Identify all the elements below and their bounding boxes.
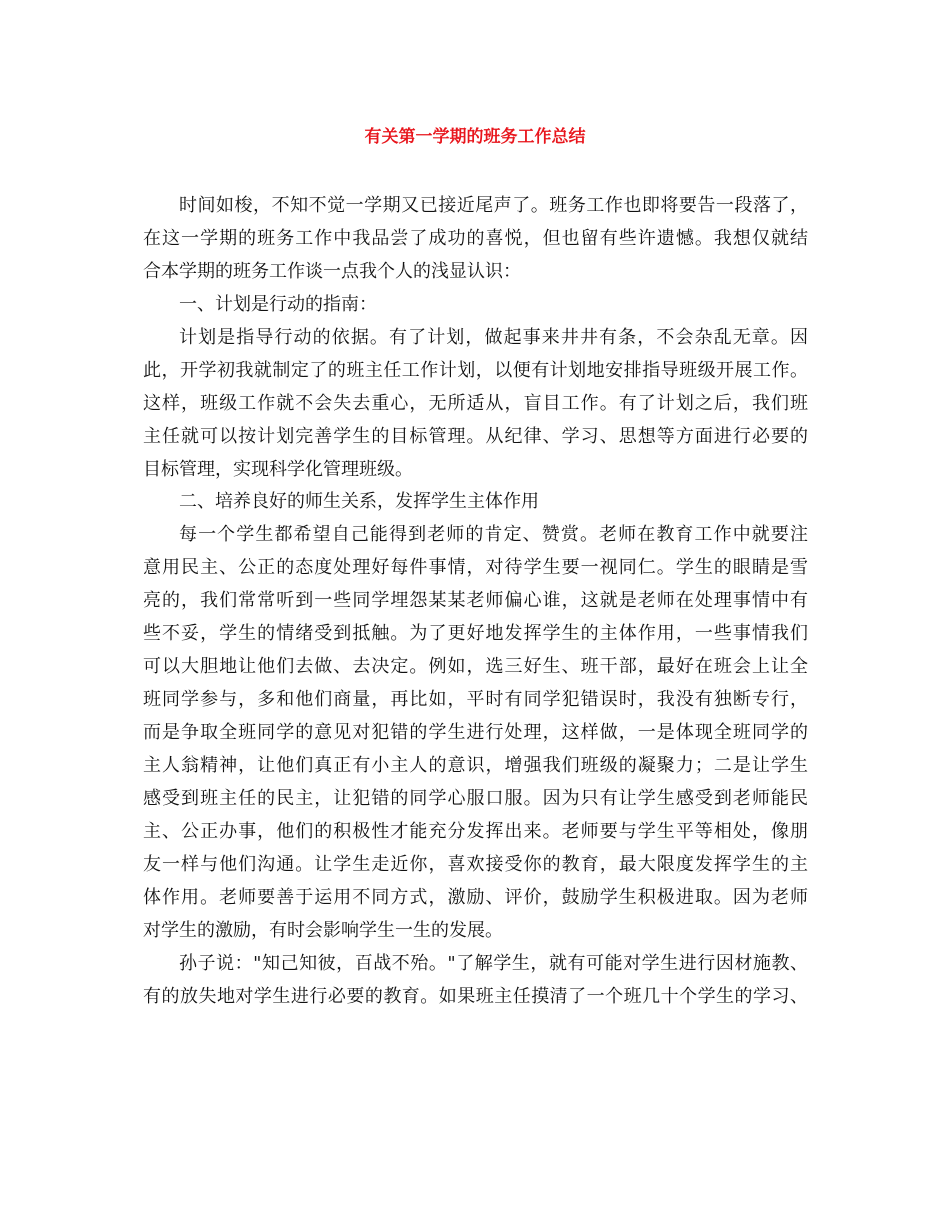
body-line: 体作用。老师要善于运用不同方式，激励、评价，鼓励学生积极进取。因为老师	[143, 886, 808, 908]
body-line: 一、计划是行动的指南：	[179, 293, 377, 315]
document-body	[143, 190, 808, 1013]
body-line: 意用民主、公正的态度处理好每件事情，对待学生要一视同仁。学生的眼睛是雪	[143, 557, 808, 579]
body-line: 而是争取全班同学的意见对犯错的学生进行处理，这样做，一是体现全班同学的	[143, 722, 808, 743]
body-line: 二、培养良好的师生关系，发挥学生主体作用	[179, 491, 539, 513]
body-line: 感受到班主任的民主，让犯错的同学心服口服。因为只有让学生感受到老师能民	[143, 787, 808, 809]
body-line: 主、公正办事，他们的积极性才能充分发挥出来。老师要与学生平等相处，像朋	[143, 820, 808, 842]
body-line: 在这一学期的班务工作中我品尝了成功的喜悦，但也留有些许遗憾。我想仅就结	[143, 227, 808, 249]
body-line: 可以大胆地让他们去做、去决定。例如，选三好生、班干部，最好在班会上让全	[143, 656, 808, 678]
body-line: 些不妥，学生的情绪受到抵触。为了更好地发挥学生的主体作用，一些事情我们	[143, 623, 808, 645]
body-line: 对学生的激励，有时会影响学生一生的发展。	[143, 919, 503, 941]
body-line: 孙子说："知己知彼，百战不殆。"了解学生，就有可能对学生进行因材施教、	[179, 952, 808, 974]
body-line: 友一样与他们沟通。让学生走近你，喜欢接受你的教育，最大限度发挥学生的主	[143, 853, 808, 875]
body-line: 时间如梭，不知不觉一学期又已接近尾声了。班务工作也即将要告一段落了，	[179, 195, 808, 216]
body-line: 主人翁精神，让他们真正有小主人的意识，增强我们班级的凝聚力；二是让学生	[143, 754, 808, 776]
body-line: 班同学参与，多和他们商量，再比如，平时有同学犯错误时，我没有独断专行，	[143, 689, 808, 711]
body-line: 合本学期的班务工作谈一点我个人的浅显认识：	[143, 260, 521, 282]
body-line: 每一个学生都希望自己能得到老师的肯定、赞赏。老师在教育工作中就要注	[179, 524, 808, 546]
body-line: 目标管理，实现科学化管理班级。	[143, 458, 413, 480]
body-line: 计划是指导行动的依据。有了计划，做起事来井井有条，不会杂乱无章。因	[179, 326, 808, 348]
body-line: 此，开学初我就制定了的班主任工作计划，以便有计划地安排指导班级开展工作。	[143, 359, 808, 381]
body-line: 有的放失地对学生进行必要的教育。如果班主任摸清了一个班几十个学生的学习、	[143, 985, 808, 1007]
document-title: 有关第一学期的班务工作总结	[364, 127, 586, 147]
body-line: 这样，班级工作就不会失去重心，无所适从，盲目工作。有了计划之后，我们班	[143, 392, 808, 414]
body-line: 主任就可以按计划完善学生的目标管理。从纪律、学习、思想等方面进行必要的	[143, 425, 808, 447]
body-line: 亮的，我们常常听到一些同学埋怨某某老师偏心谁，这就是老师在处理事情中有	[143, 590, 808, 612]
